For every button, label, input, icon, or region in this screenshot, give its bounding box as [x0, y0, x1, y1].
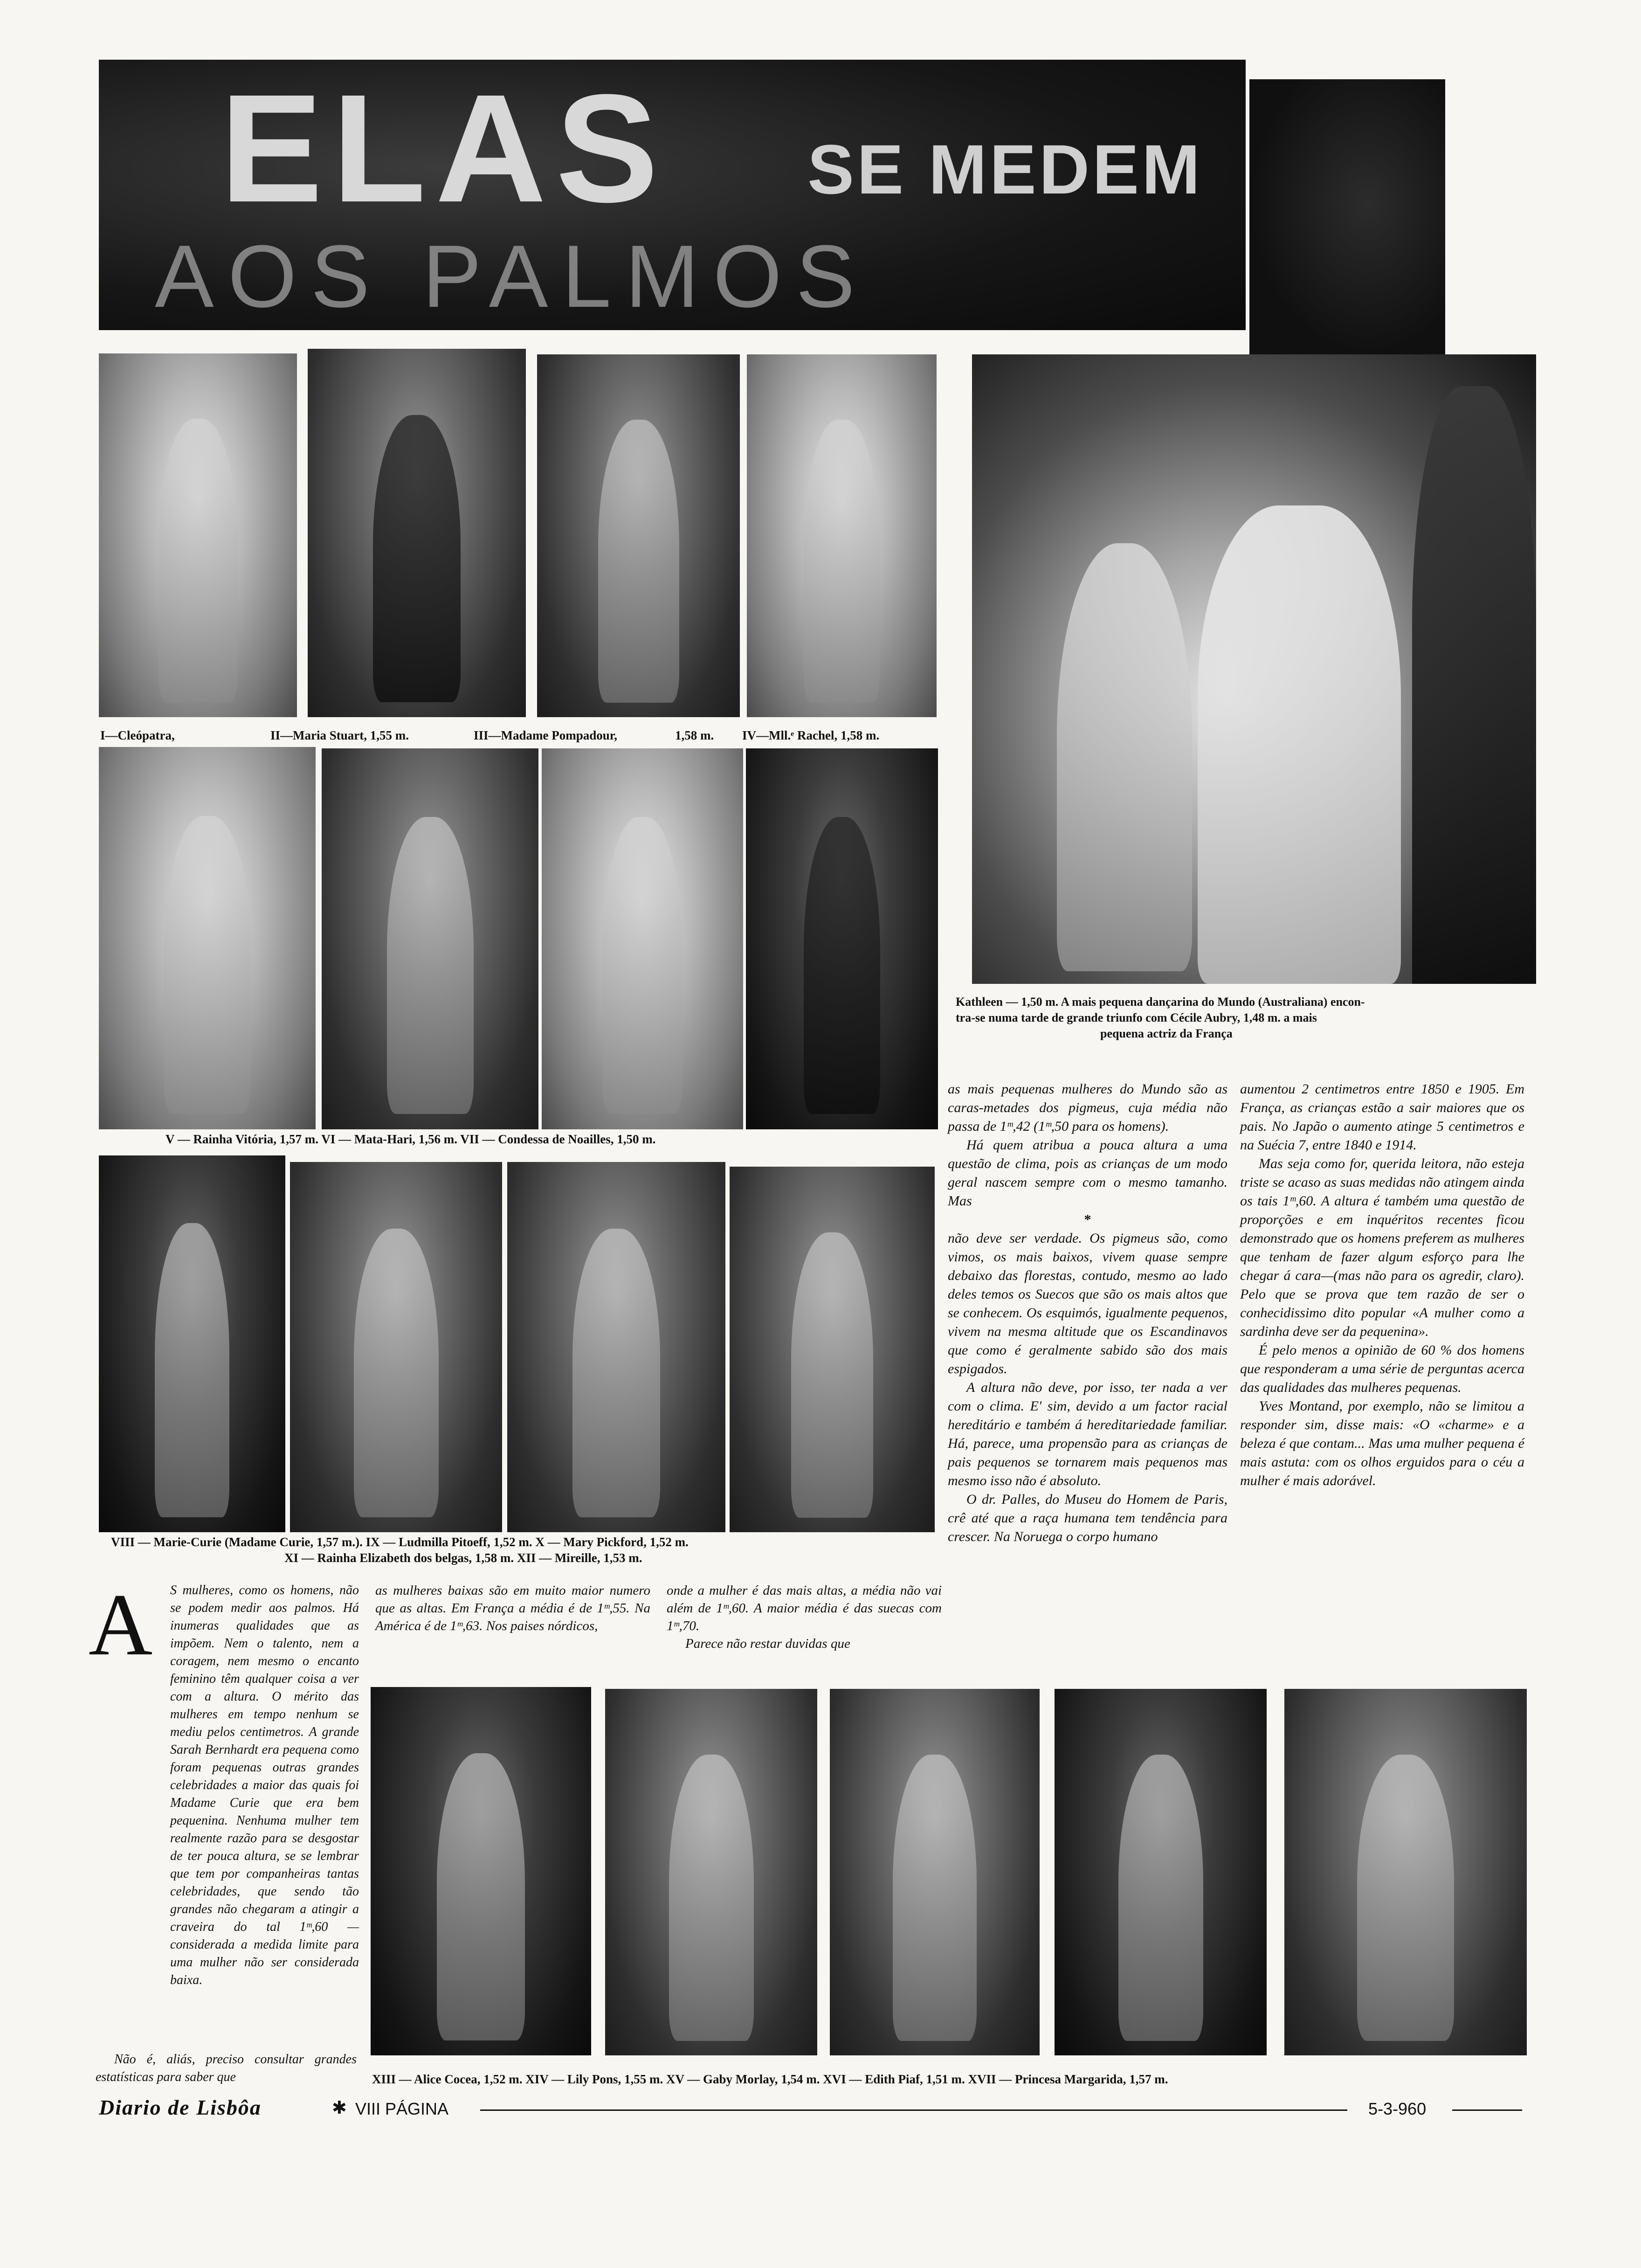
- photo-lily-pons: [605, 1689, 817, 2055]
- article-column-c: [667, 1582, 942, 1653]
- header-photo-right: [1249, 79, 1445, 354]
- footer-masthead: Diario de Lisbôa: [99, 2095, 262, 2119]
- article-column-d: [948, 1080, 1227, 1546]
- photo-edith-piaf: [1055, 1689, 1267, 2055]
- caption-kathleen-1: Kathleen — 1,50 m. A mais pequena dançarina do Mundo (Australiana) encon-: [956, 995, 1365, 1009]
- col-d-asterisk: *: [1084, 1212, 1091, 1227]
- header-banner: [99, 60, 1246, 330]
- caption-kathleen-3: pequena actriz da França: [1100, 1027, 1233, 1040]
- caption-row2: V — Rainha Vitória, 1,57 m. VI — Mata-Hari, 1,56 m. VII — Condessa de Noailles, 1,50 m.: [165, 1132, 656, 1146]
- col-a-p2: Não é, aliás, preciso consultar grandes estatísticas para saber que: [96, 2052, 357, 2084]
- col-a-p1: S mulheres, como os homens, não se podem medir aos palmos. Há inumeras qualidades que as impõem. Nem o talento, nem a coragem, nem mesmo o encanto feminino têm qualquer coisa a ver com a altura. O mérito das mulheres em tempo nenhum se mediu pelos centimetros. A grande Sarah Bernhardt era pequena como foram pequenas outras grandes celebridades a maior das quais foi Madame Curie que era bem pequenina. Nenhuma mulher tem realmente razão para se desgostar de ter pouca altura, se se lembrar que tem por companheiras tantas celebridades, que sendo tão grandes não chegaram a atingir a craveira do tal 1ᵐ,60 — considerada a medida limite para uma mulher não ser considerada baixa.: [170, 1583, 359, 1987]
- footer-star: ✱: [332, 2098, 347, 2118]
- col-e-p4: Yves Montand, por exemplo, não se limitou a responder sim, disse mais: «O «charme» e a beleza é que contam... Mas uma mulher pequena é mais astuta: com os olhos erguidos para o céu a mulher é mais adorável.: [1240, 1398, 1524, 1488]
- photo-mary-pickford: [507, 1162, 725, 1532]
- col-d-p2: Há quem atribua a pouca altura a uma questão de clima, pois as crianças de um modo geral nascem sempre com o mesmo tamanho. Mas: [948, 1137, 1227, 1209]
- header-title-big: ELAS: [220, 62, 668, 234]
- photo-princesa-margarida: [1284, 1689, 1527, 2055]
- photo-mlle-rachel: [747, 354, 937, 717]
- photo-maria-stuart: [308, 349, 526, 717]
- photo-madame-pompadour: [537, 354, 740, 717]
- col-e-p2: Mas seja como for, querida leitora, não esteja triste se acaso as suas medidas não atingem ainda os tais 1ᵐ,60. A altura é também uma questão de proporções e em inquéritos recentes ficou demonstrado que os homens preferem as mulheres que tenham de fazer algum esforço para lhe chegar á cara—(mas não para os agredir, claro). Pelo que se prova que tem razão de ser o conhecidissimo dito popular «A mulher como a sardinha deve ser da pequenina».: [1240, 1156, 1524, 1339]
- photo-rainha-vitoria: [99, 747, 316, 1129]
- caption-row3-1: VIII — Marie-Curie (Madame Curie, 1,57 m.). IX — Ludmilla Pitoeff, 1,52 m. X — Mary Pickford, 1,52 m.: [111, 1535, 689, 1549]
- caption-pompadour-height: 1,58 m.: [675, 728, 714, 742]
- footer-page: VIII PÁGINA: [355, 2099, 449, 2118]
- photo-ludmilla-pitoeff: [290, 1162, 502, 1532]
- caption-rachel: IV—Mll.ᵉ Rachel, 1,58 m.: [742, 728, 880, 742]
- col-c-p2: Parece não restar duvidas que: [685, 1636, 850, 1651]
- photo-rainha-elizabeth: [730, 1167, 935, 1532]
- caption-bottom-row: XIII — Alice Cocea, 1,52 m. XIV — Lily Pons, 1,55 m. XV — Gaby Morlay, 1,54 m. XVI — Edith Piaf, 1,51 m. XVII — Princesa Margarida, 1,57 m.: [372, 2072, 1168, 2086]
- photo-gaby-morlay: [830, 1689, 1040, 2055]
- caption-pompadour: III—Madame Pompadour,: [474, 728, 618, 742]
- footer-date: 5-3-960: [1368, 2099, 1427, 2118]
- caption-kathleen-2: tra-se numa tarde de grande triunfo com Cécile Aubry, 1,48 m. a mais: [956, 1011, 1317, 1024]
- photo-condessa-noailles: [542, 748, 743, 1129]
- article-column-e: [1240, 1080, 1524, 1490]
- caption-row3-2: XI — Rainha Elizabeth dos belgas, 1,58 m. XII — Mireille, 1,53 m.: [284, 1551, 642, 1565]
- photo-marie-curie: [99, 1155, 285, 1532]
- caption-maria-stuart: II—Maria Stuart, 1,55 m.: [270, 728, 409, 742]
- article-column-a: [170, 1582, 359, 1989]
- footer-rule-right: [1452, 2109, 1522, 2111]
- col-b-p1: as mulheres baixas são em muito maior numero que as altas. Em França a média é de 1ᵐ,55. Na América é de 1ᵐ,63. Nos paises nórdicos,: [375, 1583, 650, 1633]
- photo-cleopatra: [99, 353, 297, 717]
- article-column-a-end: [96, 2051, 357, 2086]
- footer-rule-middle: [480, 2109, 1347, 2111]
- photo-kathleen: [972, 354, 1536, 984]
- col-c-p1: onde a mulher é das mais altas, a média não vai além de 1ᵐ,60. A maior média é das suecas com 1ᵐ,70.: [667, 1583, 942, 1633]
- col-d-p4: A altura não deve, por isso, ter nada a ver com o clima. E' sim, devido a um factor racial hereditário e também á hereditariedade familiar. Há, parece, uma propensão para as crianças de pais pequenos se tornarem mais pequenos mas mesmo isso não é absoluto.: [948, 1380, 1227, 1488]
- col-d-p5: O dr. Palles, do Museu do Homem de Paris, crê até que a raça humana tem tendência para crescer. Na Noruega o corpo humano: [948, 1492, 1227, 1544]
- col-d-p1: as mais pequenas mulheres do Mundo são as caras-metades dos pigmeus, cuja média não passa de 1ᵐ,42 (1ᵐ,50 para os homens).: [948, 1081, 1227, 1134]
- header-title-lower: AOS PALMOS: [155, 227, 869, 326]
- caption-cleopatra: I—Cleópatra,: [100, 728, 175, 742]
- col-e-p3: É pelo menos a opinião de 60 % dos homens que responderam a uma série de perguntas acerca das qualidades das mulheres pequenas.: [1240, 1342, 1524, 1395]
- col-e-p1: aumentou 2 centimetros entre 1850 e 1905. Em França, as crianças estão a sair maiores que os pais. No Japão o aumento atinge 5 centimetros e na Suécia 7, entre 1840 e 1914.: [1240, 1081, 1524, 1153]
- col-d-p3: não deve ser verdade. Os pigmeus são, como vimos, os mais baixos, vivem quase sempre debaixo das florestas, contudo, mesmo ao lado deles temos os Suecos que são os mais altos que se conhecem. Os esquimós, igualmente pequenos, vivem na mesma altitude que os Escandinavos que como é geralmente sabido são dos mais espigados.: [948, 1231, 1227, 1376]
- article-column-b: [375, 1582, 650, 1635]
- header-title-right: SE MEDEM: [807, 130, 1203, 208]
- photo-row2-portrait: [746, 748, 938, 1129]
- dropcap: A: [89, 1576, 153, 1674]
- photo-alice-cocea: [371, 1687, 591, 2055]
- photo-mata-hari: [322, 748, 538, 1129]
